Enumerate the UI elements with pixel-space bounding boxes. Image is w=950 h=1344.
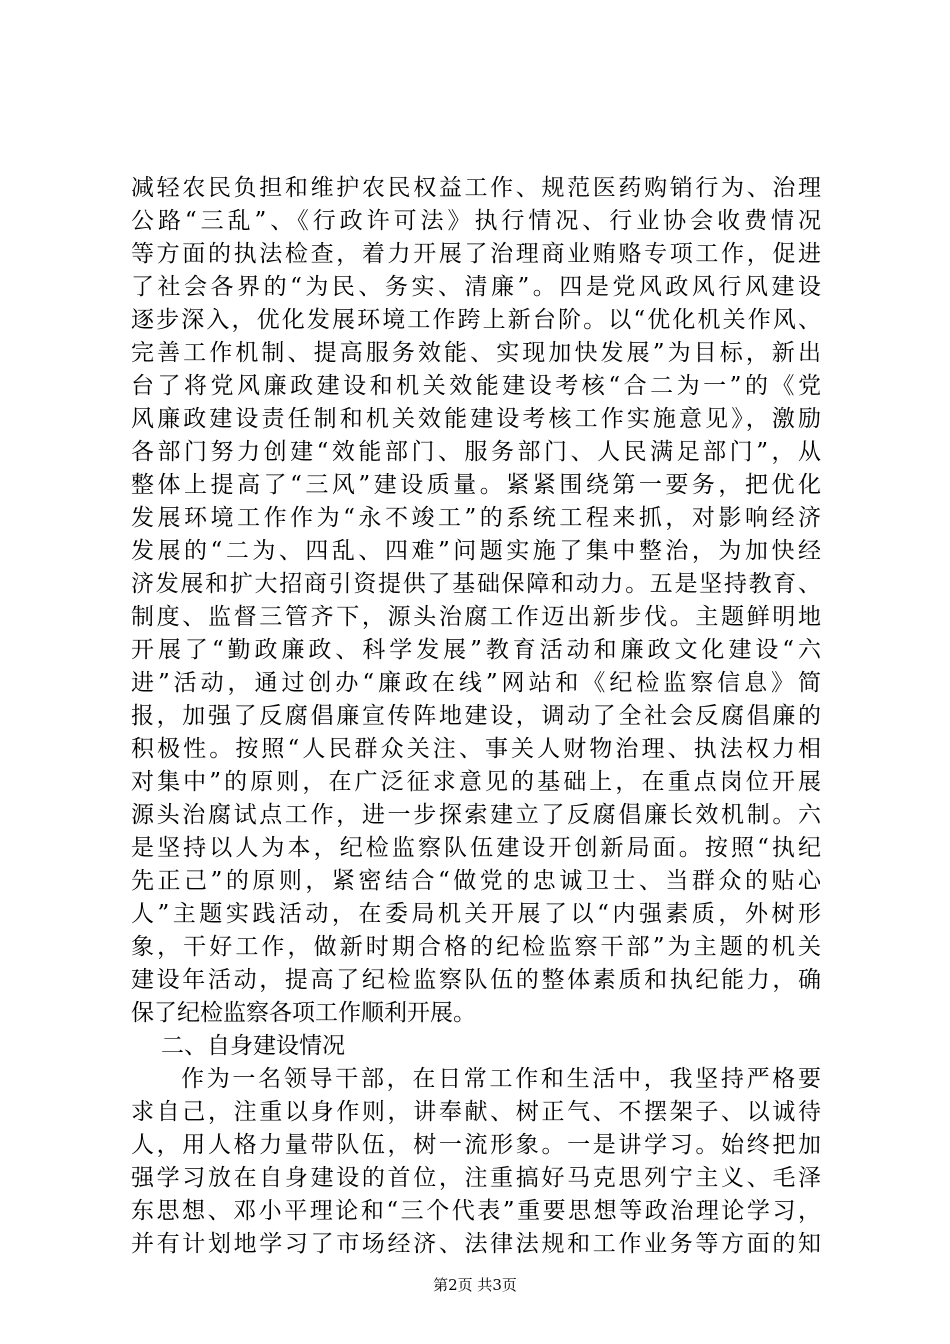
text-line: 对集中”的原则，在广泛征求意见的基础上，在重点岗位开展 (131, 769, 821, 795)
text-line: 建设年活动，提高了纪检监察队伍的整体素质和执纪能力，确 (131, 967, 821, 993)
section-heading: 二、自身建设情况 (161, 1033, 345, 1059)
page-footer (0, 1275, 950, 1295)
text-line: 开展了“勤政廉政、科学发展”教育活动和廉政文化建设“六 (131, 637, 821, 663)
text-line: 整体上提高了“三风”建设质量。紧紧围绕第一要务，把优化 (131, 472, 821, 498)
text-line: 台了将党风廉政建设和机关效能建设考核“合二为一”的《党 (131, 373, 821, 399)
text-line: 等方面的执法检查，着力开展了治理商业贿赂专项工作，促进 (131, 241, 821, 267)
text-line: 逐步深入，优化发展环境工作跨上新台阶。以“优化机关作风、 (131, 307, 821, 333)
text-line: 积极性。按照“人民群众关注、事关人财物治理、执法权力相 (131, 736, 821, 762)
text-line: 是坚持以人为本，纪检监察队伍建设开创新局面。按照“执纪 (131, 835, 821, 861)
page-number: 第2页 共3页 (433, 1276, 517, 1294)
text-line: 发展的“二为、四乱、四难”问题实施了集中整治，为加快经 (131, 538, 821, 564)
text-line: 并有计划地学习了市场经济、法律法规和工作业务等方面的知 (131, 1231, 821, 1257)
text-line: 完善工作机制、提高服务效能、实现加快发展”为目标，新出 (131, 340, 821, 366)
text-line: 减轻农民负担和维护农民权益工作、规范医药购销行为、治理 (131, 175, 821, 201)
text-line: 强学习放在自身建设的首位，注重搞好马克思列宁主义、毛泽 (131, 1165, 821, 1191)
text-line: 东思想、邓小平理论和“三个代表”重要思想等政治理论学习， (131, 1198, 821, 1224)
text-line: 先正己”的原则，紧密结合“做党的忠诚卫士、当群众的贴心 (131, 868, 821, 894)
text-line: 报，加强了反腐倡廉宣传阵地建设，调动了全社会反腐倡廉的 (131, 703, 821, 729)
text-line: 公路“三乱”、《行政许可法》执行情况、行业协会收费情况 (131, 208, 821, 234)
text-line: 了社会各界的“为民、务实、清廉”。四是党风政风行风建设 (131, 274, 821, 300)
text-line: 象，干好工作，做新时期合格的纪检监察干部”为主题的机关 (131, 934, 821, 960)
paragraph-continued (131, 172, 821, 1030)
text-line: 风廉政建设责任制和机关效能建设考核工作实施意见》，激励 (131, 406, 821, 432)
text-line: 求自己，注重以身作则，讲奉献、树正气、不摆架子、以诚待 (131, 1099, 821, 1125)
text-line: 进”活动，通过创办“廉政在线”网站和《纪检监察信息》简 (131, 670, 821, 696)
text-line: 制度、监督三管齐下，源头治腐工作迈出新步伐。主题鲜明地 (131, 604, 821, 630)
text-line: 各部门努力创建“效能部门、服务部门、人民满足部门”，从 (131, 439, 821, 465)
text-line: 保了纪检监察各项工作顺利开展。 (131, 1000, 476, 1026)
text-line: 发展环境工作作为“永不竣工”的系统工程来抓，对影响经济 (131, 505, 821, 531)
text-line: 作为一名领导干部，在日常工作和生活中，我坚持严格要 (181, 1066, 821, 1092)
text-line: 人”主题实践活动，在委局机关开展了以“内强素质，外树形 (131, 901, 821, 927)
text-line: 济发展和扩大招商引资提供了基础保障和动力。五是坚持教育、 (131, 571, 821, 597)
paragraph-self-construction (131, 1063, 821, 1261)
text-line: 人，用人格力量带队伍，树一流形象。一是讲学习。始终把加 (131, 1132, 821, 1158)
body-text (131, 172, 821, 1261)
text-line: 源头治腐试点工作，进一步探索建立了反腐倡廉长效机制。六 (131, 802, 821, 828)
